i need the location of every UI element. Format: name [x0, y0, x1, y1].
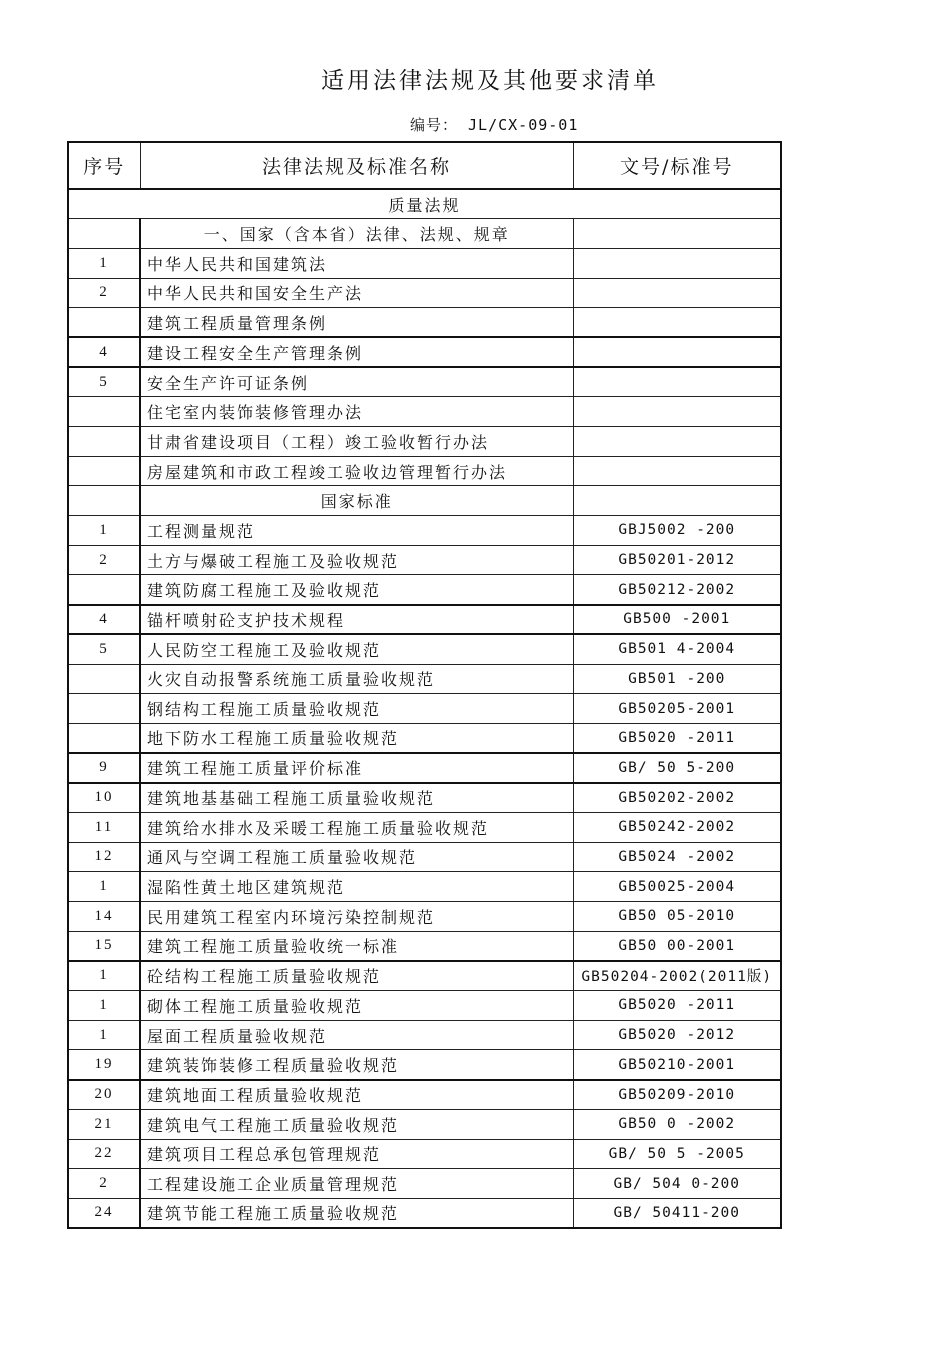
table-row	[68, 1198, 781, 1228]
table-row	[68, 664, 781, 694]
table-row	[68, 753, 781, 783]
row-seq: 1	[68, 516, 140, 546]
row-code	[573, 248, 781, 278]
row-name: 建筑工程施工质量验收统一标准	[140, 931, 573, 961]
table-row	[68, 634, 781, 664]
row-seq	[68, 427, 140, 457]
subsection-row-standards	[68, 486, 781, 516]
row-code: GB5020 -2012	[573, 1020, 781, 1050]
row-name: 民用建筑工程室内环境污染控制规范	[140, 902, 573, 932]
row-code: GB50209-2010	[573, 1080, 781, 1110]
row-seq: 4	[68, 337, 140, 367]
row-name: 湿陷性黄土地区建筑规范	[140, 872, 573, 902]
row-code	[573, 456, 781, 486]
table-row	[68, 812, 781, 842]
row-name: 建筑节能工程施工质量验收规范	[140, 1198, 573, 1228]
row-code	[573, 397, 781, 427]
row-seq: 1	[68, 961, 140, 991]
row-code: GB50 0 -2002	[573, 1109, 781, 1139]
row-code	[573, 278, 781, 308]
table-row	[68, 456, 781, 486]
row-name: 屋面工程质量验收规范	[140, 1020, 573, 1050]
header-seq: 序号	[68, 142, 140, 189]
row-name: 工程测量规范	[140, 516, 573, 546]
table-row	[68, 902, 781, 932]
row-seq: 2	[68, 545, 140, 575]
row-seq: 19	[68, 1050, 140, 1080]
row-seq: 11	[68, 812, 140, 842]
header-name: 法律法规及标准名称	[140, 142, 573, 189]
row-code: GB50205-2001	[573, 694, 781, 724]
row-code: GB50210-2001	[573, 1050, 781, 1080]
row-code: GB501 4-2004	[573, 634, 781, 664]
row-seq	[68, 664, 140, 694]
row-name: 甘肃省建设项目（工程）竣工验收暂行办法	[140, 427, 573, 457]
table-row	[68, 842, 781, 872]
row-name: 工程建设施工企业质量管理规范	[140, 1169, 573, 1199]
table-row	[68, 694, 781, 724]
table-row	[68, 1169, 781, 1199]
row-code: GB/ 50 5 -2005	[573, 1139, 781, 1169]
row-name: 建设工程安全生产管理条例	[140, 337, 573, 367]
row-code	[573, 367, 781, 397]
table-row	[68, 1020, 781, 1050]
row-name: 建筑装饰装修工程质量验收规范	[140, 1050, 573, 1080]
row-seq: 5	[68, 634, 140, 664]
table-row	[68, 575, 781, 605]
row-code: GB50025-2004	[573, 872, 781, 902]
table-row	[68, 248, 781, 278]
table-row	[68, 1050, 781, 1080]
row-name: 建筑工程施工质量评价标准	[140, 753, 573, 783]
table-row	[68, 783, 781, 813]
table-row	[68, 1080, 781, 1110]
row-seq	[68, 575, 140, 605]
row-seq	[68, 723, 140, 753]
table-row	[68, 991, 781, 1021]
row-seq: 22	[68, 1139, 140, 1169]
row-seq: 1	[68, 872, 140, 902]
table-row	[68, 872, 781, 902]
row-name: 安全生产许可证条例	[140, 367, 573, 397]
row-code: GB501 -200	[573, 664, 781, 694]
row-seq: 2	[68, 278, 140, 308]
table-header-row	[68, 142, 781, 189]
row-seq: 21	[68, 1109, 140, 1139]
row-seq: 9	[68, 753, 140, 783]
document-number: 编号： JL/CX-09-01	[410, 116, 579, 134]
table-row	[68, 545, 781, 575]
table-row	[68, 427, 781, 457]
table-row	[68, 723, 781, 753]
table-row	[68, 605, 781, 635]
row-seq: 4	[68, 605, 140, 635]
row-name: 建筑给水排水及采暖工程施工质量验收规范	[140, 812, 573, 842]
row-seq: 1	[68, 248, 140, 278]
row-code: GBJ5002 -200	[573, 516, 781, 546]
row-seq	[68, 694, 140, 724]
table-row	[68, 337, 781, 367]
row-name: 砼结构工程施工质量验收规范	[140, 961, 573, 991]
row-code: GB50 05-2010	[573, 902, 781, 932]
row-name: 中华人民共和国建筑法	[140, 248, 573, 278]
row-name: 建筑工程质量管理条例	[140, 308, 573, 338]
row-code	[573, 427, 781, 457]
row-name: 建筑地基基础工程施工质量验收规范	[140, 783, 573, 813]
row-name: 土方与爆破工程施工及验收规范	[140, 545, 573, 575]
section-row-quality	[68, 189, 781, 219]
row-name: 建筑项目工程总承包管理规范	[140, 1139, 573, 1169]
page-title: 适用法律法规及其他要求清单	[321, 68, 659, 94]
row-code: GB5020 -2011	[573, 991, 781, 1021]
row-name: 房屋建筑和市政工程竣工验收边管理暂行办法	[140, 456, 573, 486]
row-seq: 1	[68, 1020, 140, 1050]
row-seq: 20	[68, 1080, 140, 1110]
row-name: 火灾自动报警系统施工质量验收规范	[140, 664, 573, 694]
row-name: 中华人民共和国安全生产法	[140, 278, 573, 308]
row-seq: 14	[68, 902, 140, 932]
row-code: GB50202-2002	[573, 783, 781, 813]
row-name: 建筑防腐工程施工及验收规范	[140, 575, 573, 605]
row-name: 通风与空调工程施工质量验收规范	[140, 842, 573, 872]
table-row	[68, 308, 781, 338]
header-code: 文号/标准号	[573, 142, 781, 189]
row-name: 砌体工程施工质量验收规范	[140, 991, 573, 1021]
row-code: GB/ 504 0-200	[573, 1169, 781, 1199]
table-row	[68, 397, 781, 427]
row-seq	[68, 397, 140, 427]
row-seq: 1	[68, 991, 140, 1021]
row-code: GB50242-2002	[573, 812, 781, 842]
row-code: GB/ 50411-200	[573, 1198, 781, 1228]
row-code: GB50212-2002	[573, 575, 781, 605]
row-name: 建筑电气工程施工质量验收规范	[140, 1109, 573, 1139]
row-seq: 12	[68, 842, 140, 872]
table-row	[68, 1139, 781, 1169]
row-code: GB50204-2002(2011版)	[573, 961, 781, 991]
row-seq: 24	[68, 1198, 140, 1228]
regulations-table	[67, 141, 782, 1229]
row-name: 住宅室内装饰装修管理办法	[140, 397, 573, 427]
row-name: 建筑地面工程质量验收规范	[140, 1080, 573, 1110]
table-row	[68, 931, 781, 961]
row-name: 钢结构工程施工质量验收规范	[140, 694, 573, 724]
table-row	[68, 1109, 781, 1139]
row-code: GB5024 -2002	[573, 842, 781, 872]
row-code: GB5020 -2011	[573, 723, 781, 753]
subsection-title-standards: 国家标准	[140, 486, 573, 516]
row-seq: 5	[68, 367, 140, 397]
row-seq: 2	[68, 1169, 140, 1199]
row-code: GB50 00-2001	[573, 931, 781, 961]
table-row	[68, 961, 781, 991]
row-name: 地下防水工程施工质量验收规范	[140, 723, 573, 753]
row-code	[573, 308, 781, 338]
row-seq	[68, 456, 140, 486]
row-seq: 15	[68, 931, 140, 961]
subsection-title-laws: 一、国家（含本省）法律、法规、规章	[140, 219, 573, 249]
row-name: 人民防空工程施工及验收规范	[140, 634, 573, 664]
table-row	[68, 278, 781, 308]
row-code: GB500 -2001	[573, 605, 781, 635]
subsection-row-laws	[68, 219, 781, 249]
row-code: GB/ 50 5-200	[573, 753, 781, 783]
row-seq	[68, 308, 140, 338]
row-seq: 10	[68, 783, 140, 813]
table-row	[68, 367, 781, 397]
row-name: 锚杆喷射砼支护技术规程	[140, 605, 573, 635]
row-code	[573, 337, 781, 367]
section-title-quality: 质量法规	[68, 189, 781, 219]
table-row	[68, 516, 781, 546]
row-code: GB50201-2012	[573, 545, 781, 575]
